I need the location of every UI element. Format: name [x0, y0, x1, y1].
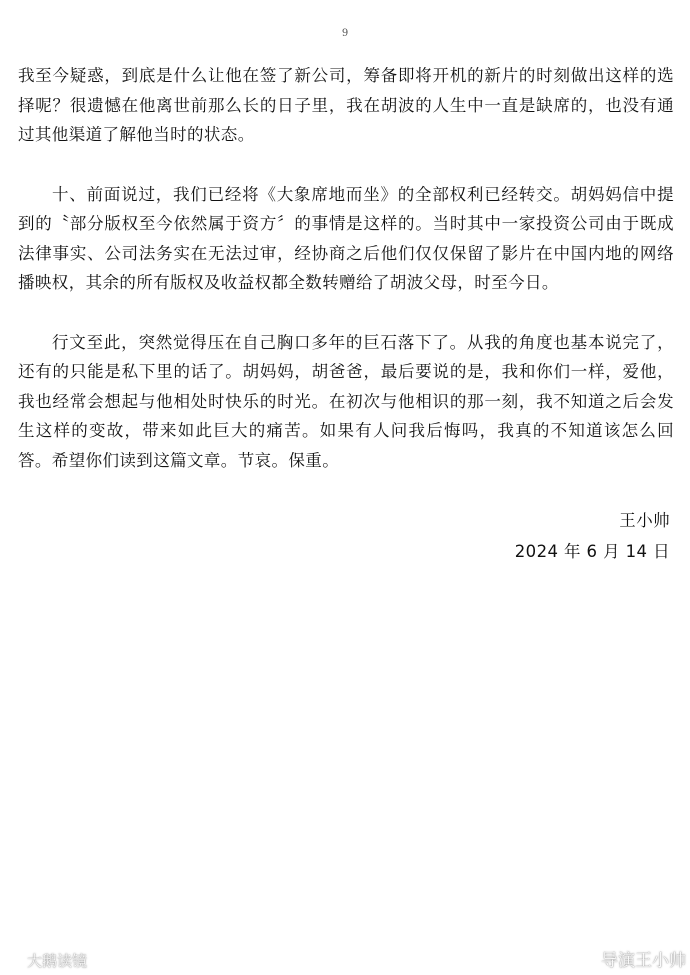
- page-number: 9: [341, 28, 349, 39]
- paragraph-rights: 十、前面说过，我们已经将《大象席地而坐》的全部权利已经转交。胡妈妈信中提到的〝部分版权至今依然属于资方〞的事情是这样的。当时其中一家投资公司由于既成法律事实、公司法务实在无法过审，经协商之后他们仅仅保留了影片在中国内地的网络播映权，其余的所有版权及收益权都全数转赠给了胡波父母，时至今日。: [18, 184, 674, 292]
- watermark-right: [577, 946, 686, 971]
- watermark-right-text: 导演王小帅: [601, 951, 686, 971]
- paragraph-gap: [18, 150, 674, 180]
- paragraph-closing: 行文至此，突然觉得压在自己胸口多年的巨石落下了。从我的角度也基本说完了，还有的只能是私下里的话了。胡妈妈，胡爸爸，最后要说的是，我和你们一样，爱他，我也经常会想起与他相处时快乐的时光。在初次与他相识的那一刻，我不知道之后会发生这样的变故，带来如此巨大的痛苦。如果有人问我后悔吗，我真的不知道该怎么回答。希望你们读到这篇文章。节哀。保重。: [18, 332, 674, 470]
- letter-body: [18, 61, 674, 475]
- watermark-left-text: 大鹅读镜: [27, 952, 88, 970]
- weibo-logo-icon: [4, 951, 24, 971]
- signature-date: 2024 年 6 月 14 日: [514, 542, 670, 561]
- paragraph-gap: [18, 298, 674, 328]
- signature-name: 王小帅: [619, 511, 670, 530]
- signature-block: [515, 505, 670, 567]
- weibo-logo-icon: [577, 949, 597, 969]
- watermark-left: [4, 950, 87, 971]
- paragraph-doubt: 我至今疑惑，到底是什么让他在签了新公司，筹备即将开机的新片的时刻做出这样的选择呢？很遗憾在他离世前那么长的日子里，我在胡波的人生中一直是缺席的，也没有通过其他渠道了解他当时的状态。: [18, 66, 674, 144]
